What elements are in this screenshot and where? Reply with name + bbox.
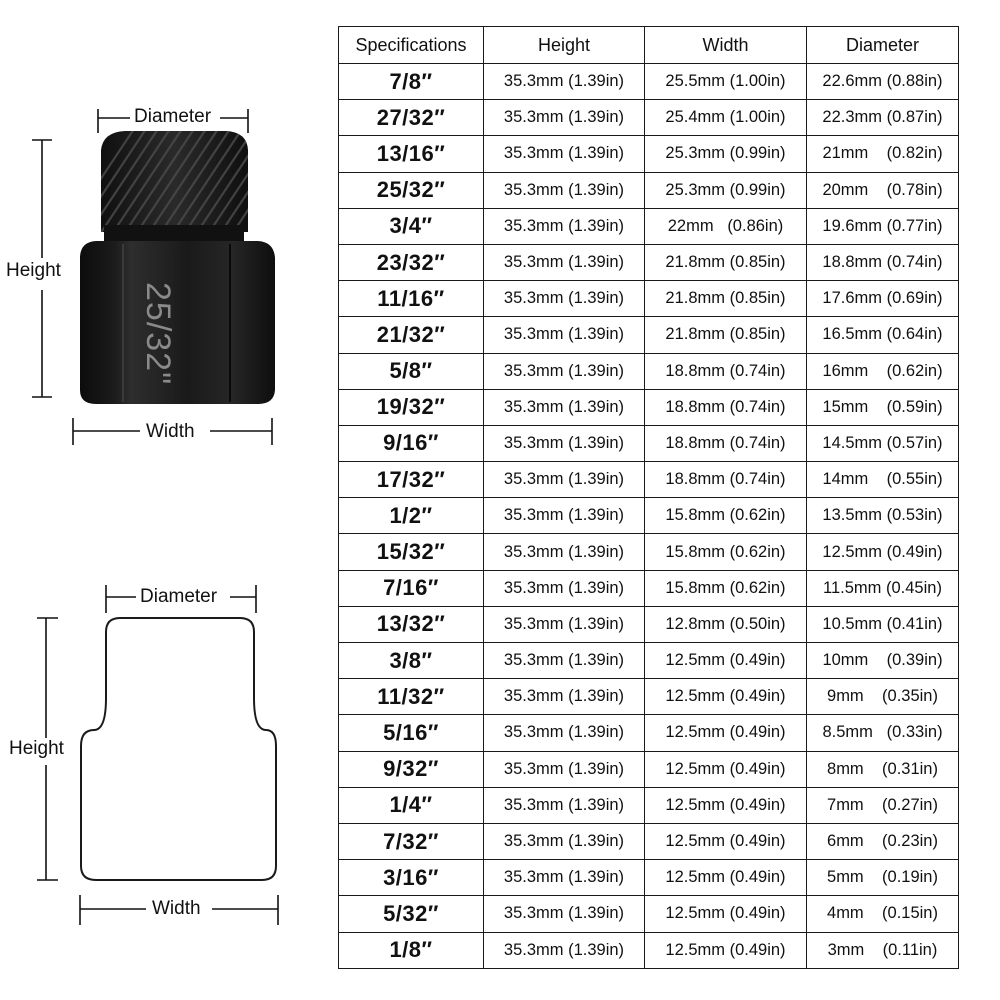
table-row (339, 425, 959, 461)
cell-size: 1/2″ (339, 498, 484, 534)
cell-width: 21.8mm (0.85in) (645, 317, 807, 353)
cell-width: 12.5mm (0.49in) (645, 787, 807, 823)
cell-diameter: 10.5mm (0.41in) (807, 606, 959, 642)
cell-size: 23/32″ (339, 244, 484, 280)
cell-size: 7/8″ (339, 64, 484, 100)
table-row (339, 751, 959, 787)
cell-height: 35.3mm (1.39in) (484, 136, 645, 172)
cell-width: 25.3mm (0.99in) (645, 172, 807, 208)
cell-diameter: 12.5mm (0.49in) (807, 534, 959, 570)
cell-width: 12.5mm (0.49in) (645, 715, 807, 751)
cell-diameter: 22.3mm (0.87in) (807, 100, 959, 136)
top-height-label: Height (6, 260, 61, 281)
cell-size: 5/16″ (339, 715, 484, 751)
cell-size: 3/8″ (339, 643, 484, 679)
cell-height: 35.3mm (1.39in) (484, 787, 645, 823)
cell-size: 1/8″ (339, 932, 484, 968)
table-row (339, 281, 959, 317)
cell-diameter: 8.5mm (0.33in) (807, 715, 959, 751)
cell-width: 12.5mm (0.49in) (645, 896, 807, 932)
cell-diameter: 16.5mm (0.64in) (807, 317, 959, 353)
cell-diameter: 21mm (0.82in) (807, 136, 959, 172)
cell-height: 35.3mm (1.39in) (484, 172, 645, 208)
cell-size: 11/32″ (339, 679, 484, 715)
table-row (339, 715, 959, 751)
table-row (339, 244, 959, 280)
table-row (339, 64, 959, 100)
table-row (339, 389, 959, 425)
cell-height: 35.3mm (1.39in) (484, 643, 645, 679)
cell-diameter: 3mm (0.11in) (807, 932, 959, 968)
cell-height: 35.3mm (1.39in) (484, 932, 645, 968)
cell-width: 12.5mm (0.49in) (645, 751, 807, 787)
cell-width: 15.8mm (0.62in) (645, 570, 807, 606)
cell-width: 12.8mm (0.50in) (645, 606, 807, 642)
cell-size: 25/32″ (339, 172, 484, 208)
cell-diameter: 14.5mm (0.57in) (807, 425, 959, 461)
cell-height: 35.3mm (1.39in) (484, 353, 645, 389)
top-width-label: Width (142, 421, 199, 443)
cell-height: 35.3mm (1.39in) (484, 100, 645, 136)
cell-height: 35.3mm (1.39in) (484, 462, 645, 498)
cell-diameter: 7mm (0.27in) (807, 787, 959, 823)
cell-width: 25.4mm (1.00in) (645, 100, 807, 136)
cell-width: 12.5mm (0.49in) (645, 679, 807, 715)
cell-size: 13/16″ (339, 136, 484, 172)
table-row (339, 136, 959, 172)
cell-size: 9/16″ (339, 425, 484, 461)
cell-size: 9/32″ (339, 751, 484, 787)
cell-height: 35.3mm (1.39in) (484, 570, 645, 606)
cell-size: 15/32″ (339, 534, 484, 570)
engraving-text: 25/32" (139, 282, 177, 386)
cell-width: 18.8mm (0.74in) (645, 389, 807, 425)
cell-width: 18.8mm (0.74in) (645, 425, 807, 461)
cell-size: 3/4″ (339, 208, 484, 244)
extractor-socket-image (60, 120, 308, 404)
table-row (339, 570, 959, 606)
cell-size: 7/16″ (339, 570, 484, 606)
cell-width: 12.5mm (0.49in) (645, 932, 807, 968)
cell-width: 21.8mm (0.85in) (645, 281, 807, 317)
dimension-drawings (0, 0, 330, 1000)
table-row (339, 860, 959, 896)
cell-width: 12.5mm (0.49in) (645, 823, 807, 859)
cell-height: 35.3mm (1.39in) (484, 679, 645, 715)
cell-diameter: 20mm (0.78in) (807, 172, 959, 208)
cell-size: 21/32″ (339, 317, 484, 353)
cell-height: 35.3mm (1.39in) (484, 64, 645, 100)
cell-height: 35.3mm (1.39in) (484, 751, 645, 787)
cell-diameter: 10mm (0.39in) (807, 643, 959, 679)
table-row (339, 896, 959, 932)
cell-width: 18.8mm (0.74in) (645, 353, 807, 389)
cell-diameter: 4mm (0.15in) (807, 896, 959, 932)
table-row (339, 534, 959, 570)
table-row (339, 462, 959, 498)
table-body (339, 64, 959, 969)
cell-size: 1/4″ (339, 787, 484, 823)
cell-height: 35.3mm (1.39in) (484, 281, 645, 317)
table-row (339, 498, 959, 534)
cell-diameter: 19.6mm (0.77in) (807, 208, 959, 244)
header-height: Height (484, 27, 645, 64)
table-row (339, 317, 959, 353)
header-diameter: Diameter (807, 27, 959, 64)
table-row (339, 643, 959, 679)
cell-height: 35.3mm (1.39in) (484, 896, 645, 932)
cell-height: 35.3mm (1.39in) (484, 606, 645, 642)
product-illustrations (0, 0, 330, 1000)
cell-width: 21.8mm (0.85in) (645, 244, 807, 280)
cell-diameter: 8mm (0.31in) (807, 751, 959, 787)
cell-diameter: 5mm (0.19in) (807, 860, 959, 896)
cell-width: 25.3mm (0.99in) (645, 136, 807, 172)
specifications-table (338, 26, 959, 969)
cell-size: 17/32″ (339, 462, 484, 498)
cell-diameter: 14mm (0.55in) (807, 462, 959, 498)
cell-diameter: 6mm (0.23in) (807, 823, 959, 859)
table-row (339, 353, 959, 389)
cell-height: 35.3mm (1.39in) (484, 860, 645, 896)
cell-height: 35.3mm (1.39in) (484, 498, 645, 534)
cell-diameter: 9mm (0.35in) (807, 679, 959, 715)
table-row (339, 787, 959, 823)
cell-size: 7/32″ (339, 823, 484, 859)
bottom-diameter-label: Diameter (136, 586, 221, 608)
cell-height: 35.3mm (1.39in) (484, 317, 645, 353)
bottom-width-label: Width (148, 898, 205, 920)
cell-height: 35.3mm (1.39in) (484, 715, 645, 751)
cell-width: 15.8mm (0.62in) (645, 534, 807, 570)
cell-height: 35.3mm (1.39in) (484, 244, 645, 280)
cell-diameter: 11.5mm (0.45in) (807, 570, 959, 606)
header-specifications: Specifications (339, 27, 484, 64)
cell-diameter: 17.6mm (0.69in) (807, 281, 959, 317)
cell-size: 13/32″ (339, 606, 484, 642)
table-row (339, 172, 959, 208)
table-row (339, 606, 959, 642)
cell-width: 22mm (0.86in) (645, 208, 807, 244)
cell-width: 18.8mm (0.74in) (645, 462, 807, 498)
cell-diameter: 22.6mm (0.88in) (807, 64, 959, 100)
cell-size: 5/32″ (339, 896, 484, 932)
cell-height: 35.3mm (1.39in) (484, 389, 645, 425)
cell-size: 19/32″ (339, 389, 484, 425)
cell-size: 3/16″ (339, 860, 484, 896)
cell-height: 35.3mm (1.39in) (484, 534, 645, 570)
cell-width: 15.8mm (0.62in) (645, 498, 807, 534)
cell-diameter: 16mm (0.62in) (807, 353, 959, 389)
cell-width: 12.5mm (0.49in) (645, 860, 807, 896)
cell-height: 35.3mm (1.39in) (484, 823, 645, 859)
table-row (339, 823, 959, 859)
top-diameter-label: Diameter (130, 106, 215, 128)
cell-width: 12.5mm (0.49in) (645, 643, 807, 679)
table-header-row (339, 27, 959, 64)
table-row (339, 100, 959, 136)
cell-size: 27/32″ (339, 100, 484, 136)
cell-diameter: 18.8mm (0.74in) (807, 244, 959, 280)
cell-diameter: 13.5mm (0.53in) (807, 498, 959, 534)
cell-size: 5/8″ (339, 353, 484, 389)
table-row (339, 679, 959, 715)
cell-size: 11/16″ (339, 281, 484, 317)
cell-diameter: 15mm (0.59in) (807, 389, 959, 425)
socket-outline-shape (81, 618, 276, 880)
table-row (339, 208, 959, 244)
cell-width: 25.5mm (1.00in) (645, 64, 807, 100)
bottom-height-label: Height (9, 738, 64, 759)
table-row (339, 932, 959, 968)
header-width: Width (645, 27, 807, 64)
cell-height: 35.3mm (1.39in) (484, 208, 645, 244)
cell-height: 35.3mm (1.39in) (484, 425, 645, 461)
